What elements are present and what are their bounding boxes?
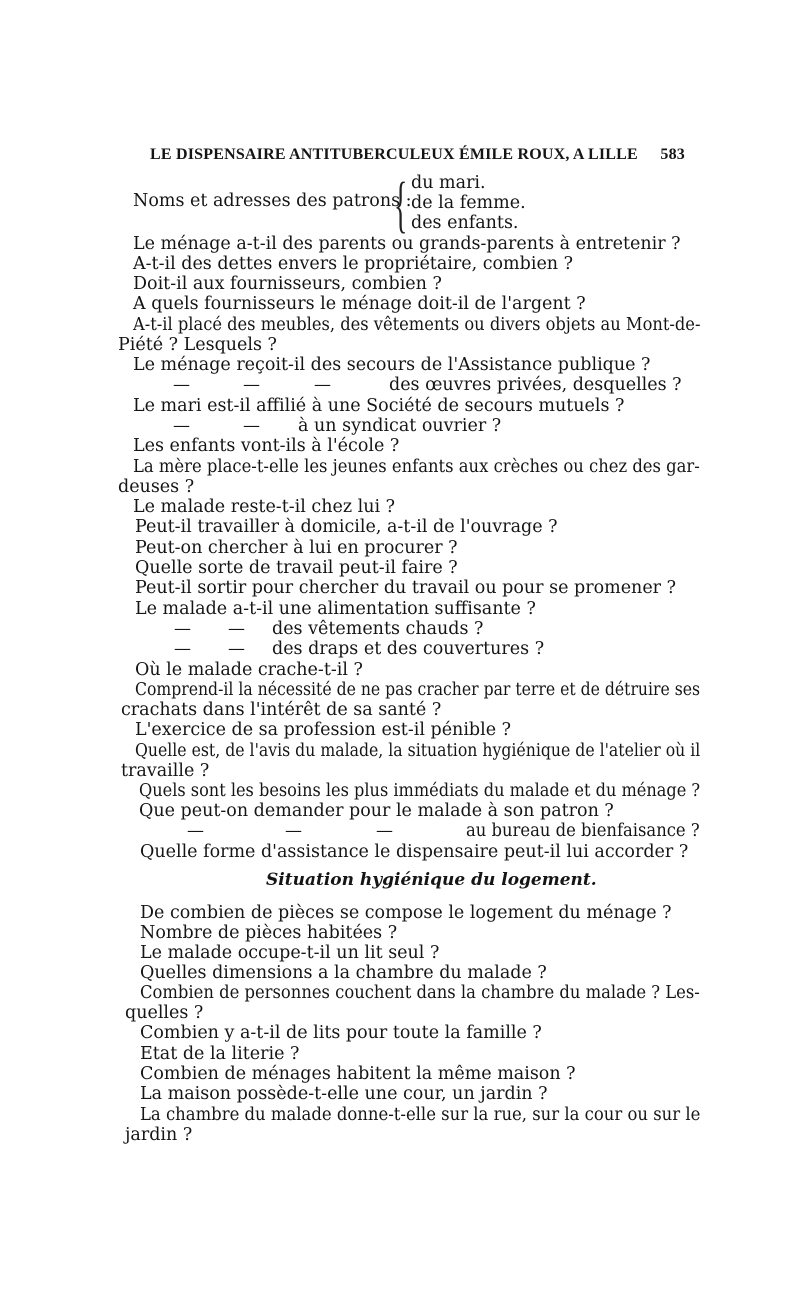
question-line: Peut-il sortir pour chercher du travail ou pour se promener ?: [135, 578, 676, 598]
question-line: Comprend-il la nécessité de ne pas cracher par terre et de détruire ses: [135, 680, 701, 700]
housing-question-line: De combien de pièces se compose le logement du ménage ?: [140, 903, 672, 923]
question-line: des vêtements chauds ?: [272, 619, 484, 639]
curly-brace-icon: {: [394, 171, 408, 239]
question-line: Le ménage a-t-il des parents ou grands-parents à entretenir ?: [133, 234, 681, 254]
housing-question-line: Quelles dimensions a la chambre du malade ?: [140, 963, 547, 983]
question-line: Que peut-on demander pour le malade à son patron ?: [139, 801, 614, 821]
question-line: travaille ?: [121, 761, 210, 781]
question-line: deuses ?: [118, 477, 195, 497]
patrons-label: Noms et adresses des patrons :: [133, 191, 412, 211]
question-line: Quelle sorte de travail peut-il faire ?: [135, 558, 458, 578]
ditto-mark: —: [174, 639, 191, 659]
ditto-mark: —: [187, 821, 204, 841]
patrons-option-husband: du mari.: [411, 173, 486, 193]
question-line: Où le malade crache-t-il ?: [135, 660, 363, 680]
question-line: L'exercice de sa profession est-il pénible ?: [135, 720, 512, 740]
patrons-option-wife: de la femme.: [411, 193, 526, 213]
question-line: Peut-on chercher à lui en procurer ?: [135, 538, 458, 558]
ditto-mark: —: [174, 619, 191, 639]
ditto-mark: —: [243, 375, 260, 395]
housing-question-line: Etat de la literie ?: [140, 1044, 300, 1064]
question-line: à un syndicat ouvrier ?: [298, 416, 502, 436]
question-line: A-t-il des dettes envers le propriétaire, combien ?: [133, 254, 574, 274]
question-line: des draps et des couvertures ?: [272, 639, 545, 659]
housing-question-line: Combien de ménages habitent la même maison ?: [140, 1064, 576, 1084]
ditto-mark: —: [285, 821, 302, 841]
question-line: Doit-il aux fournisseurs, combien ?: [133, 274, 442, 294]
page-number: 583: [660, 146, 685, 163]
ditto-mark: —: [314, 375, 331, 395]
ditto-mark: —: [173, 375, 190, 395]
housing-question-line: Nombre de pièces habitées ?: [140, 923, 398, 943]
question-line: des œuvres privées, desquelles ?: [389, 375, 682, 395]
question-line: Peut-il travailler à domicile, a-t-il de l'ouvrage ?: [135, 517, 558, 537]
question-line: Le mari est-il affilié à une Société de secours mutuels ?: [133, 396, 625, 416]
question-line: A-t-il placé des meubles, des vêtements ou divers objets au Mont-de-: [133, 315, 701, 335]
question-line: Quelle forme d'assistance le dispensaire peut-il lui accorder ?: [140, 842, 689, 862]
housing-question-line: jardin ?: [125, 1125, 193, 1145]
question-line: Piété ? Lesquels ?: [118, 335, 277, 355]
housing-question-line: Le malade occupe-t-il un lit seul ?: [140, 943, 440, 963]
ditto-mark: —: [243, 416, 260, 436]
housing-question-line: quelles ?: [125, 1003, 204, 1023]
ditto-mark: —: [173, 416, 190, 436]
patrons-option-children: des enfants.: [411, 213, 519, 233]
housing-question-line: Combien y a-t-il de lits pour toute la famille ?: [140, 1023, 542, 1043]
housing-question-line: La maison possède-t-elle une cour, un jardin ?: [140, 1084, 548, 1104]
question-line: Le malade reste-t-il chez lui ?: [133, 497, 396, 517]
housing-question-line: La chambre du malade donne-t-elle sur la rue, sur la cour ou sur le: [140, 1105, 701, 1125]
question-line: au bureau de bienfaisance ?: [466, 821, 700, 841]
running-title: LE DISPENSAIRE ANTITUBERCULEUX ÉMILE ROUX, A LILLE: [150, 146, 638, 163]
ditto-mark: —: [228, 639, 245, 659]
ditto-mark: —: [376, 821, 393, 841]
housing-question-line: Combien de personnes couchent dans la chambre du malade ? Les-: [140, 983, 700, 1003]
question-line: Le malade a-t-il une alimentation suffisante ?: [135, 599, 536, 619]
question-line: crachats dans l'intérêt de sa santé ?: [121, 700, 442, 720]
question-line: Quels sont les besoins les plus immédiats du malade et du ménage ?: [139, 781, 701, 801]
question-line: Le ménage reçoit-il des secours de l'Assistance publique ?: [133, 355, 651, 375]
question-line: La mère place-t-elle les jeunes enfants aux crèches ou chez des gar-: [133, 457, 700, 477]
ditto-mark: —: [228, 619, 245, 639]
running-header: [150, 146, 685, 164]
section-heading: Situation hygiénique du logement.: [266, 870, 597, 890]
question-line: A quels fournisseurs le ménage doit-il de l'argent ?: [133, 294, 586, 314]
question-line: Les enfants vont-ils à l'école ?: [133, 436, 400, 456]
question-line: Quelle est, de l'avis du malade, la situation hygiénique de l'atelier où il: [135, 741, 701, 761]
